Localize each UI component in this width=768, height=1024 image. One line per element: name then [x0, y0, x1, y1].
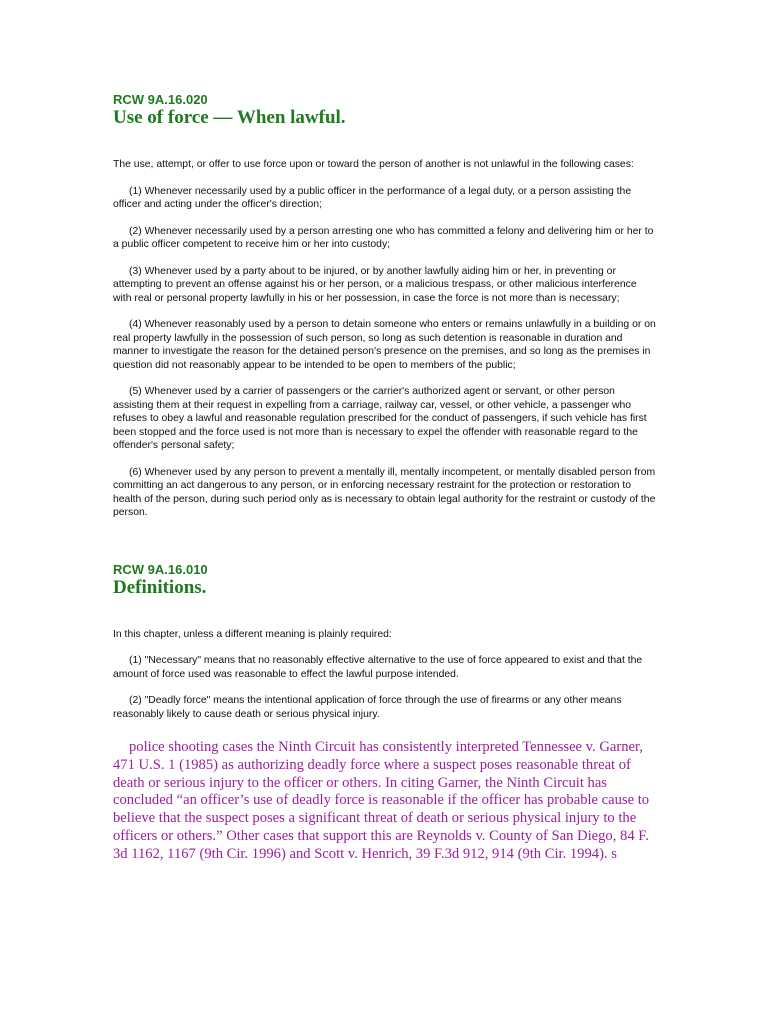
- list-item: (4) Whenever reasonably used by a person to detain someone who enters or remains unlawfully in a building or on real property lawfully in the possession of such person, so long as such detention is reasonable in duration and manner to investigate the reason for the detained person's presence on the premises, and so long as the premises in question did not reasonably appear to be intended to be open to members of the public;: [113, 319, 656, 371]
- section-intro: The use, attempt, or offer to use force upon or toward the person of another is not unlawful in the following cases:: [113, 159, 634, 170]
- section-intro: In this chapter, unless a different meaning is plainly required:: [113, 628, 392, 640]
- section-code: RCW 9A.16.020: [113, 92, 208, 107]
- list-item: (6) Whenever used by any person to prevent a mentally ill, mentally incompetent, or mentally disabled person from committing an act dangerous to any person, or in enforcing necessary restraint for the protection or restoration to health of the person, during such period only as is necessary to obtain legal authority for the restraint or custody of the person.: [113, 466, 656, 518]
- list-item: (2) Whenever necessarily used by a person arresting one who has committed a felony and delivering him or her to a public officer competent to receive him or her into custody;: [113, 225, 654, 250]
- document-page: [113, 92, 658, 864]
- section-definitions: [113, 562, 658, 722]
- list-item: (1) Whenever necessarily used by a public officer in the performance of a legal duty, or a person assisting the officer and acting under the officer's direction;: [113, 185, 632, 210]
- list-item: (2) "Deadly force" means the intentional application of force through the use of firearms or any other means reasonably likely to cause death or serious physical injury.: [113, 695, 622, 720]
- case-law-note: police shooting cases the Ninth Circuit has consistently interpreted Tennessee v. Garner, 471 U.S. 1 (1985) as authorizing deadly force where a suspect poses reasonable threat of death or serious injury to the officer or others. In citing Garner, the Ninth Circuit has concluded “an officer’s use of deadly force is reasonable if the officer has probable cause to believe that the suspect poses a significant threat of death or serious physical injury to the officers or others.” Other cases that support this are Reynolds v. County of San Diego, 84 F. 3d 1162, 1167 (9th Cir. 1996) and Scott v. Henrich, 39 F.3d 912, 914 (9th Cir. 1994). s: [113, 739, 650, 862]
- list-item: (3) Whenever used by a party about to be injured, or by another lawfully aiding him or her, in preventing or attempting to prevent an offense against his or her person, or a malicious trespass, or other malicious interference with real or personal property lawfully in his or her possession, in case the force is not more than is necessary;: [113, 265, 637, 304]
- section-use-of-force: [113, 92, 658, 520]
- section-code: RCW 9A.16.010: [113, 561, 208, 577]
- section-title: Definitions.: [113, 576, 207, 598]
- list-item: (1) "Necessary" means that no reasonably effective alternative to the use of force appeared to exist and that the amount of force used was reasonable to effect the lawful purpose intended.: [113, 655, 643, 680]
- section-title: Use of force — When lawful.: [113, 107, 346, 128]
- list-item: (5) Whenever used by a carrier of passengers or the carrier's authorized agent or servant, or other person assisting them at their request in expelling from a carriage, railway car, vessel, or other vehicle, a passenger who refuses to obey a lawful and reasonable regulation prescribed for the conduct of passengers, if such vehicle has first been stopped and the force used is not more than is necessary to expel the offender with reasonable regard to the offender's personal safety;: [113, 386, 647, 451]
